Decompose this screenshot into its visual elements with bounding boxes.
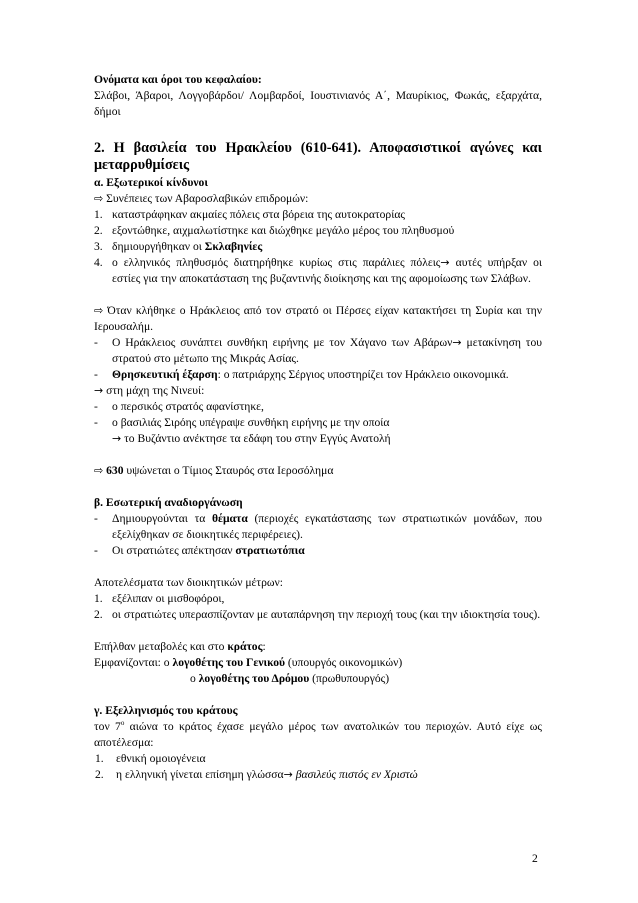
- arrow-right-icon: →: [112, 432, 122, 445]
- arrow-bullet-icon: ⇨: [94, 192, 104, 205]
- arrow-right-icon: →: [283, 768, 293, 781]
- document-page: [94, 72, 542, 783]
- section-c-heading: γ. Εξελληνισμός του κράτους: [94, 704, 238, 717]
- dash-item: - Δημιουργούνται τα θέματα (περιοχές εγκατάστασης των στρατιωτικών μονάδων, που εξελίχθηκαν σε διοικητικές περιφέρειες).: [94, 512, 542, 541]
- terms-heading: Ονόματα και όροι του κεφαλαίου:: [94, 73, 262, 86]
- results-intro: Αποτελέσματα των διοικητικών μέτρων:: [94, 576, 283, 589]
- list-item: 1. καταστράφηκαν ακμαίες πόλεις στα βόρεια της αυτοκρατορίας: [94, 208, 405, 221]
- arrow-bullet-icon: ⇨: [94, 464, 104, 477]
- list-item: 2. οι στρατιώτες υπερασπίζονταν με αυταπάρνηση την περιοχή τους (και την ιδιοκτησία τους).: [94, 608, 541, 621]
- section-a-heading: α. Εξωτερικοί κίνδυνοι: [94, 176, 208, 189]
- battle-line: → στη μάχη της Νινευί:: [94, 384, 205, 397]
- section-a-intro: ⇨ Συνέπειες των Αβαροσλαβικών επιδρομών:: [94, 192, 309, 205]
- list-item: 1. εξέλιπαν οι μισθοφόροι,: [94, 592, 225, 605]
- arrow-right-icon: →: [440, 256, 450, 269]
- arrow-right-icon: →: [94, 384, 104, 397]
- section-c-text: τον $7^o$ αιώνα το κράτος έχασε μεγάλο μέρος των ανατολικών του περιοχών. Αυτό είχε ως αποτέλεσμα:: [94, 719, 542, 749]
- year-630-line: ⇨ 630 υψώνεται ο Τίμιος Σταυρός στα Ιεροσόλημα: [94, 464, 334, 477]
- list-item: 4. ο ελληνικός πληθυσμός διατηρήθηκε κυρίως στις παράλιες πόλεις→ αυτές υπήρξαν οι εστίες για την αποκατάσταση της βυζαντινής διοίκησης και της αφομοίωσης των Σλάβων.: [94, 256, 542, 285]
- state-changes-line: Επήλθαν μεταβολές και στο κράτος:: [94, 640, 266, 653]
- arrow-right-icon: →: [452, 336, 462, 349]
- dash-item: - Οι στρατιώτες απέκτησαν στρατιωτόπια: [94, 544, 305, 557]
- section-title: 2. Η βασιλεία του Ηρακλείου (610-641). Αποφασιστικοί αγώνες και μεταρρυθμίσεις: [94, 140, 542, 173]
- dash-item-continuation: → το Βυζάντιο ανέκτησε τα εδάφη του στην Εγγύς Ανατολή: [112, 432, 391, 445]
- page-number: 2: [532, 852, 538, 865]
- dash-item: - Θρησκευτική έξαρση: ο πατριάρχης Σέργιος υποστηρίζει τον Ηράκλειο οικονομικά.: [94, 368, 509, 381]
- list-item: 3. δημιουργήθηκαν οι Σκλαβηνίες: [94, 240, 263, 253]
- list-item: 2. εξοντώθηκε, αιχμαλωτίστηκε και διώχθηκε μεγάλο μέρος του πληθυσμού: [94, 224, 455, 237]
- appear-line-2: ο λογοθέτης του Δρόμου (πρωθυπουργός): [190, 672, 390, 685]
- appear-line-1: Εμφανίζονται: ο λογοθέτης του Γενικού (υπουργός οικονομικών): [94, 656, 403, 669]
- terms-text: Σλάβοι, Άβαροι, Λογγοβάρδοι/ Λομβαρδοί, Ιουστινιανός Α΄, Μαυρίκιος, Φωκάς, εξαρχάτα, δήμοι: [94, 89, 542, 118]
- list-item: 2. η ελληνική γίνεται επίσημη γλώσσα→ βασιλεύς πιστός εν Χριστώ: [95, 768, 418, 781]
- heraclius-paragraph: ⇨ Όταν κλήθηκε ο Ηράκλειος από τον στρατό οι Πέρσες είχαν κατακτήσει τη Συρία και την Ιερουσαλήμ.: [94, 304, 542, 333]
- dash-item: - ο βασιλιάς Σιρόης υπέγραψε συνθήκη ειρήνης με την οποία: [94, 416, 390, 429]
- section-b-heading: β. Εσωτερική αναδιοργάνωση: [94, 496, 243, 509]
- dash-item: - ο περσικός στρατός αφανίστηκε,: [94, 400, 264, 413]
- dash-item: - Ο Ηράκλειος συνάπτει συνθήκη ειρήνης με τον Χάγανο των Αβάρων→ μετακίνηση του στρατού στο μέτωπο της Μικράς Ασίας.: [94, 336, 542, 365]
- list-item: 1. εθνική ομοιογένεια: [95, 752, 206, 765]
- arrow-bullet-icon: ⇨: [94, 304, 104, 317]
